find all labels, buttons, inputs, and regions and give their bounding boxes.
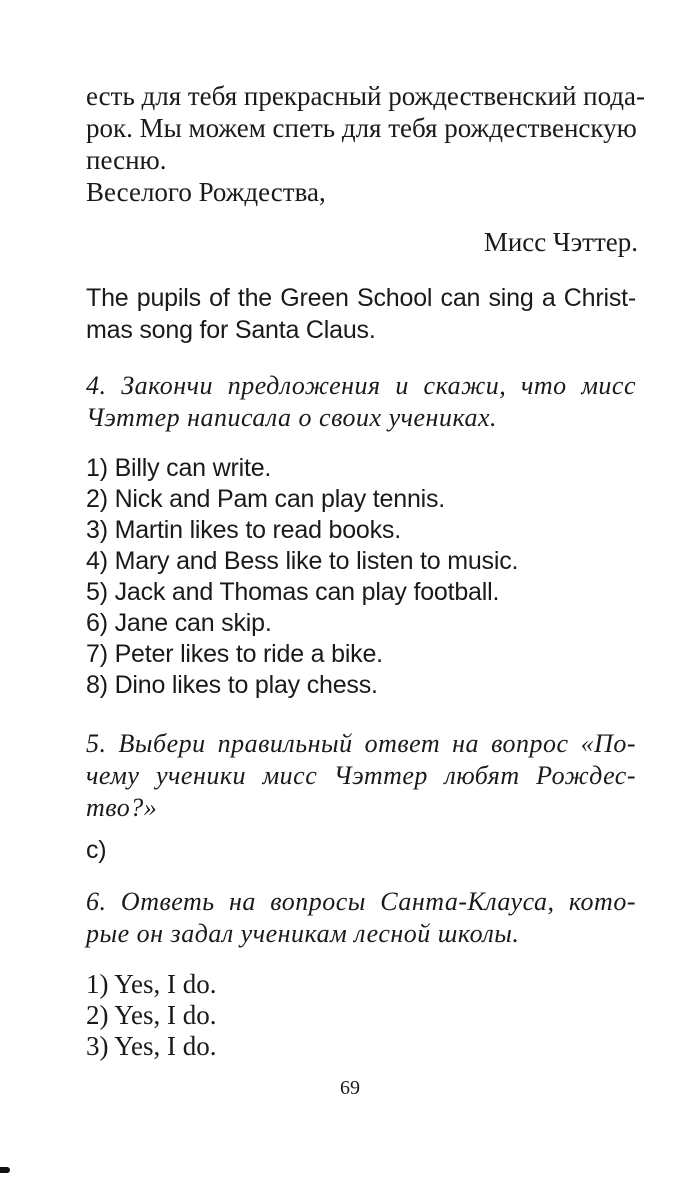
letter-signature: Мисс Чэттер. — [483, 227, 638, 257]
letter-line-1: есть для тебя прекрасный рождественский пода- — [86, 81, 646, 111]
letter-line-3: песню. — [86, 145, 167, 175]
task4-answer-1: 1) Billy can write. — [86, 454, 272, 482]
task4-instruction-line-2: Чэттер написала о своих учениках. — [86, 403, 498, 432]
letter-line-2: рок. Мы можем спеть для тебя рождественскую — [86, 113, 637, 143]
task6-instruction-line-2: рые он задал ученикам лесной школы. — [86, 919, 520, 948]
page-number: 69 — [340, 1077, 360, 1099]
task4-answer-2: 2) Nick and Pam can play tennis. — [86, 485, 446, 513]
letter-closing — [86, 176, 326, 208]
task4-answer-3: 3) Martin likes to read books. — [86, 516, 401, 544]
statement-line-1: The pupils of the Green School can sing a Christ- — [86, 284, 636, 312]
task6-instruction-line-1: 6. Ответь на вопросы Санта-Клауса, кото- — [86, 887, 636, 916]
task5-answer: c) — [86, 836, 107, 864]
task6-answer-3: 3) Yes, I do. — [86, 1031, 217, 1061]
task5-instruction-line-1: 5. Выбери правильный ответ на вопрос «По- — [86, 729, 636, 758]
task5-instruction-line-2: чему ученики мисс Чэттер любят Рождес- — [86, 761, 636, 790]
task4-answer-7: 7) Peter likes to ride a bike. — [86, 640, 383, 668]
scan-edge-mark — [0, 1167, 10, 1173]
task4-answer-5: 5) Jack and Thomas can play football. — [86, 578, 500, 606]
task6-answer-2: 2) Yes, I do. — [86, 1000, 217, 1030]
task5-instruction-line-3: тво?» — [86, 793, 158, 822]
task4-answer-8: 8) Dino likes to play chess. — [86, 671, 378, 699]
statement-line-2: mas song for Santa Claus. — [86, 316, 376, 344]
task4-answer-4: 4) Mary and Bess like to listen to music. — [86, 547, 519, 575]
task6-answer-1: 1) Yes, I do. — [86, 969, 217, 999]
letter-closing-text: Веселого Рождества, — [86, 177, 326, 207]
task4-instruction-line-1: 4. Закончи предложения и скажи, что мисс — [86, 371, 636, 400]
task4-answer-6: 6) Jane can skip. — [86, 609, 272, 637]
